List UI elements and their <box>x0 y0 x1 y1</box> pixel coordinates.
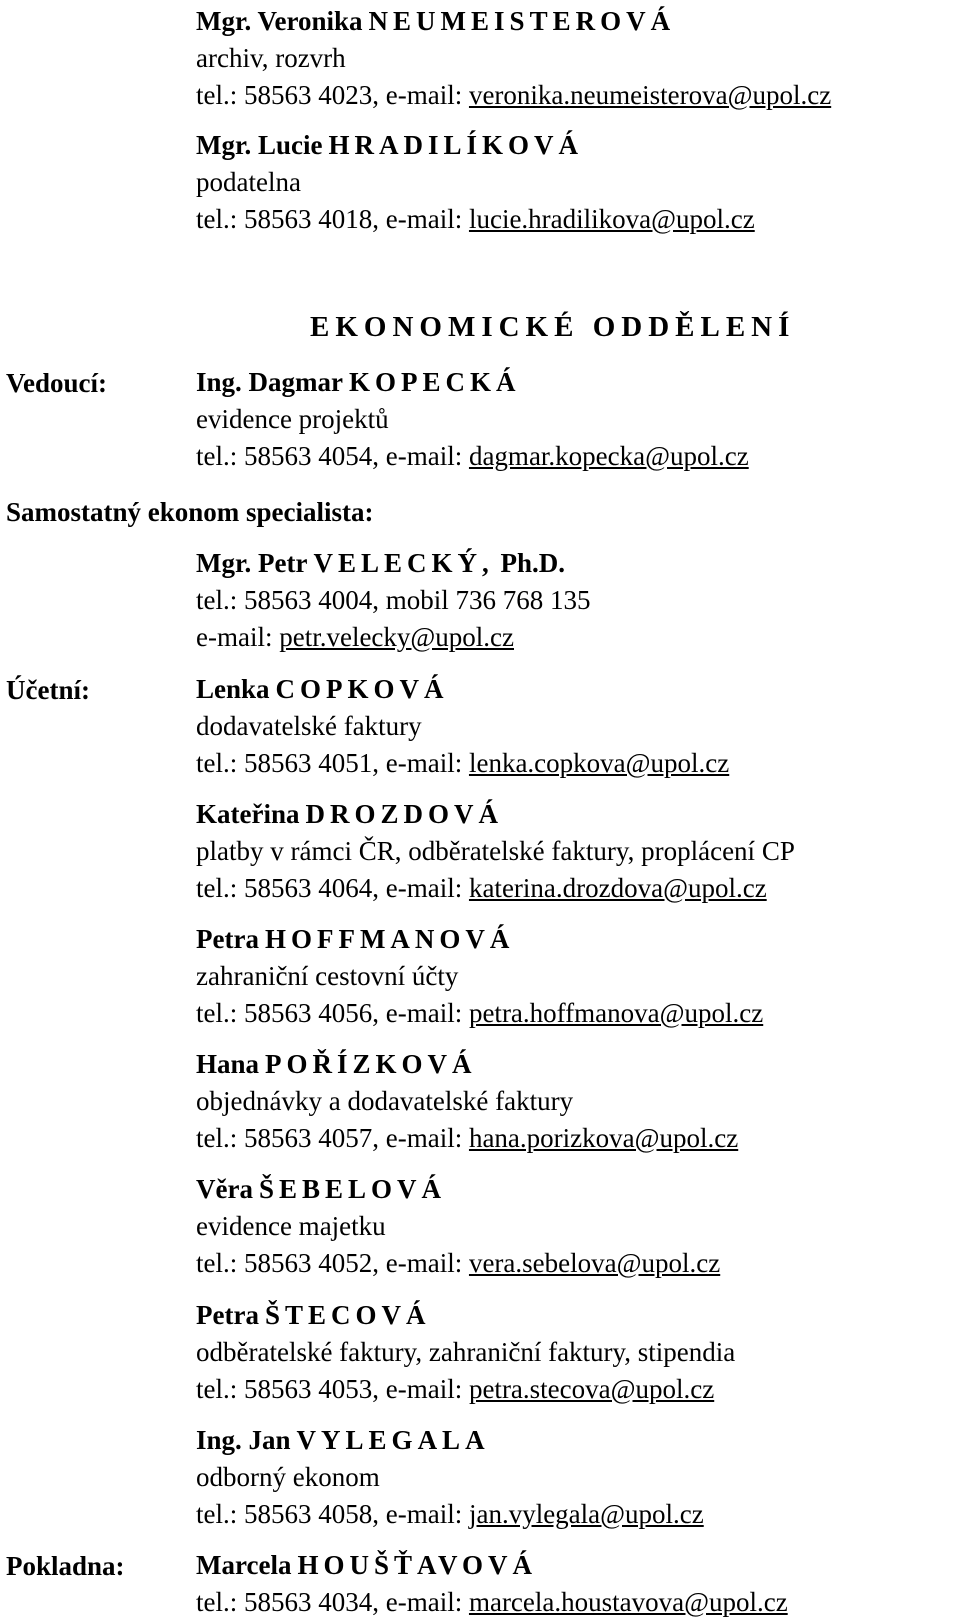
contact-text: tel.: 58563 4053, e-mail: <box>196 1374 469 1404</box>
email-link[interactable]: katerina.drozdova@upol.cz <box>468 873 767 903</box>
first-name: Mgr. Lucie <box>196 130 323 160</box>
person-contact <box>196 201 956 238</box>
person-entry <box>196 3 956 114</box>
contact-text: tel.: 58563 4052, e-mail: <box>196 1248 469 1278</box>
label-ucetni: Účetní: <box>6 675 90 705</box>
person-role: platby v rámci ČR, odběratelské faktury, proplácení CP <box>196 836 795 866</box>
person-entry <box>196 127 956 238</box>
person-name <box>196 3 956 40</box>
person-contact <box>196 438 956 475</box>
person-entry <box>196 545 956 656</box>
contact-text: tel.: 58563 4034, e-mail: <box>196 1587 469 1617</box>
person-role: podatelna <box>196 167 301 197</box>
surname: POŘÍZKOVÁ <box>265 1049 477 1079</box>
first-name: Hana <box>196 1049 260 1079</box>
email-link[interactable]: jan.vylegala@upol.cz <box>468 1499 704 1529</box>
email-link[interactable]: lenka.copkova@upol.cz <box>468 748 730 778</box>
surname: COPKOVÁ <box>275 674 449 704</box>
email-link[interactable]: hana.porizkova@upol.cz <box>468 1123 739 1153</box>
surname: ŠEBELOVÁ <box>258 1174 447 1204</box>
surname: NEUMEISTEROVÁ <box>368 6 676 36</box>
person-role: odborný ekonom <box>196 1462 380 1492</box>
person-entry <box>196 1171 956 1282</box>
contact-text: tel.: 58563 4057, e-mail: <box>196 1123 469 1153</box>
contact-text: tel.: 58563 4064, e-mail: <box>196 873 469 903</box>
contact-text: tel.: 58563 4054, e-mail: <box>196 441 469 471</box>
person-name <box>196 1547 956 1584</box>
contact-text: e-mail: <box>196 622 280 652</box>
person-contact <box>196 745 956 782</box>
person-name <box>196 127 956 164</box>
person-entry <box>196 1046 956 1157</box>
first-name: Mgr. Petr <box>196 548 308 578</box>
person-role: evidence majetku <box>196 1211 386 1241</box>
contact-text: tel.: 58563 4051, e-mail: <box>196 748 469 778</box>
email-link[interactable]: petra.hoffmanova@upol.cz <box>468 998 764 1028</box>
person-contact <box>196 870 956 907</box>
surname: DROZDOVÁ <box>305 799 503 829</box>
person-role: evidence projektů <box>196 404 389 434</box>
label-pokladna: Pokladna: <box>6 1551 125 1581</box>
email-link[interactable]: vera.sebelova@upol.cz <box>468 1248 721 1278</box>
first-name: Lenka <box>196 674 270 704</box>
first-name: Marcela <box>196 1550 292 1580</box>
surname: VELECKÝ, <box>313 548 494 578</box>
suffix: Ph.D. <box>500 548 565 578</box>
person-entry <box>196 364 956 475</box>
email-link[interactable]: petra.stecova@upol.cz <box>468 1374 715 1404</box>
person-name <box>196 545 956 582</box>
email-link[interactable]: lucie.hradilikova@upol.cz <box>468 204 755 234</box>
person-role: archiv, rozvrh <box>196 43 346 73</box>
surname: VYLEGALA <box>296 1425 490 1455</box>
person-contact <box>196 619 956 656</box>
person-role: odběratelské faktury, zahraniční faktury, stipendia <box>196 1337 736 1367</box>
person-name <box>196 1046 956 1083</box>
first-name: Kateřina <box>196 799 300 829</box>
person-entry <box>196 671 956 782</box>
person-entry <box>196 1547 956 1621</box>
email-link[interactable]: dagmar.kopecka@upol.cz <box>468 441 749 471</box>
first-name: Ing. Jan <box>196 1425 291 1455</box>
person-contact <box>196 1120 956 1157</box>
first-name: Mgr. Veronika <box>196 6 363 36</box>
person-contact <box>196 1371 956 1408</box>
section-heading: EKONOMICKÉ ODDĚLENÍ <box>310 311 796 343</box>
person-entry <box>196 1297 956 1408</box>
surname: HOUŠŤAVOVÁ <box>297 1550 537 1580</box>
first-name: Petra <box>196 924 259 954</box>
person-name <box>196 921 956 958</box>
person-entry <box>196 1422 956 1533</box>
person-name <box>196 364 956 401</box>
person-contact <box>196 1496 956 1533</box>
email-link[interactable]: veronika.neumeisterova@upol.cz <box>468 80 832 110</box>
person-role: zahraniční cestovní účty <box>196 961 459 991</box>
contact-text: tel.: 58563 4058, e-mail: <box>196 1499 469 1529</box>
person-name <box>196 1422 956 1459</box>
surname: HRADILÍKOVÁ <box>328 130 584 160</box>
first-name: Petra <box>196 1300 259 1330</box>
person-role: objednávky a dodavatelské faktury <box>196 1086 574 1116</box>
person-name <box>196 1171 956 1208</box>
surname: HOFFMANOVÁ <box>264 924 515 954</box>
surname: KOPECKÁ <box>349 367 521 397</box>
person-phone: tel.: 58563 4004, mobil 736 768 135 <box>196 585 591 615</box>
contact-text: tel.: 58563 4023, e-mail: <box>196 80 469 110</box>
person-contact <box>196 77 956 114</box>
person-role: dodavatelské faktury <box>196 711 422 741</box>
label-samostatny: Samostatný ekonom specialista: <box>6 497 374 527</box>
email-link[interactable]: marcela.houstavova@upol.cz <box>468 1587 788 1617</box>
person-entry <box>196 796 956 907</box>
contact-text: tel.: 58563 4018, e-mail: <box>196 204 469 234</box>
person-contact <box>196 995 956 1032</box>
first-name: Věra <box>196 1174 253 1204</box>
person-contact <box>196 1245 956 1282</box>
person-name <box>196 796 956 833</box>
first-name: Ing. Dagmar <box>196 367 343 397</box>
person-name <box>196 671 956 708</box>
person-contact <box>196 1584 956 1621</box>
email-link[interactable]: petr.velecky@upol.cz <box>279 622 514 652</box>
label-vedouci: Vedoucí: <box>6 368 108 398</box>
person-name <box>196 1297 956 1334</box>
surname: ŠTECOVÁ <box>264 1300 431 1330</box>
contact-text: tel.: 58563 4056, e-mail: <box>196 998 469 1028</box>
person-entry <box>196 921 956 1032</box>
